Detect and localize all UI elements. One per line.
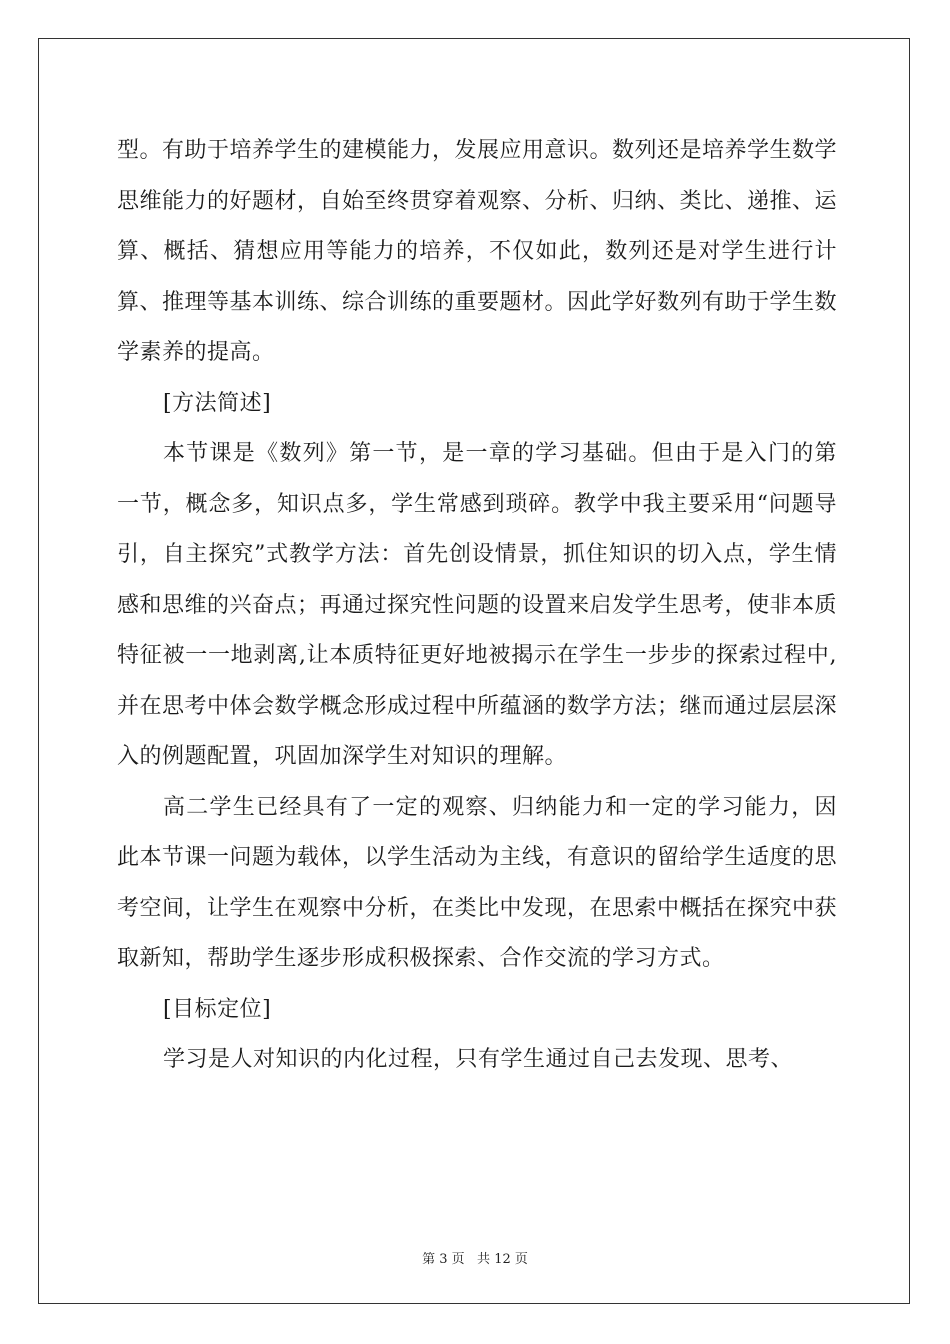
document-body [117, 126, 837, 1086]
paragraph-goals: 学习是人对知识的内化过程，只有学生通过自己去发现、思考、 [163, 1047, 794, 1072]
paragraph-method: 本节课是《数列》第一节，是一章的学习基础。但由于是入门的第一节，概念多，知识点多，学生常感到琐碎。教学中我主要采用“问题导引，自主探究”式教学方法：首先创设情景，抓住知识的切入点，学生情感和思维的兴奋点；再通过探究性问题的设置来启发学生思考，使非本质特征被一一地剥离,让本质特征更好地被揭示在学生一步步的探索过程中,并在思考中体会数学概念形成过程中所蕴涵的数学方法；继而通过层层深入的例题配置，巩固加深学生对知识的理解。 [117, 441, 838, 769]
paragraph-continuation: 型。有助于培养学生的建模能力，发展应用意识。数列还是培养学生数学思维能力的好题材，自始至终贯穿着观察、分析、归纳、类比、递推、运算、概括、猜想应用等能力的培养，不仅如此，数列还是对学生进行计算、推理等基本训练、综合训练的重要题材。因此学好数列有助于学生数学素养的提高。 [117, 138, 838, 365]
paragraph-students: 高二学生已经具有了一定的观察、归纳能力和一定的学习能力，因此本节课一问题为载体，以学生活动为主线，有意识的留给学生适度的思考空间，让学生在观察中分析，在类比中发现，在思索中概括在探究中获取新知，帮助学生逐步形成积极探索、合作交流的学习方式。 [117, 794, 838, 971]
page-number-footer: 第 3 页 共 12 页 [422, 1252, 528, 1267]
section-heading-goals: [目标定位] [163, 996, 272, 1022]
section-heading-method: [方法简述] [163, 390, 272, 416]
